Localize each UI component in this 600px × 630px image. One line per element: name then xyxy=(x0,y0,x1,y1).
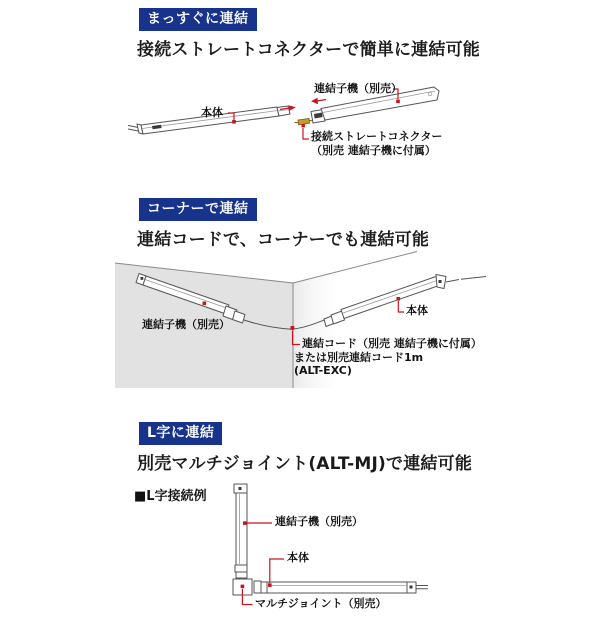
section-badge-l-shape: L字に連結 xyxy=(139,422,222,445)
push-arrow-left xyxy=(311,98,326,105)
label-link-cord-line2: または別売連結コード1m xyxy=(294,351,424,364)
section-heading-straight: 接続ストレートコネクターで簡単に連結可能 xyxy=(137,40,480,60)
l-shape-example-caption: ■L字接続例 xyxy=(134,489,207,504)
straight-connector xyxy=(295,119,314,125)
label-main-unit-3: 本体 xyxy=(287,551,309,564)
section-badge-corner: コーナーで連結 xyxy=(139,198,257,221)
slave-unit-bar xyxy=(234,484,247,578)
label-link-cord-line1: 連結コード（別売 連結子機に付属） xyxy=(302,337,482,350)
label-main-unit-2: 本体 xyxy=(406,304,428,317)
label-link-cord-line3: (ALT-EXC) xyxy=(294,364,352,377)
label-main-unit-1: 本体 xyxy=(201,106,223,119)
label-slave-unit-3: 連結子機（別売） xyxy=(275,515,363,528)
section-heading-l-shape: 別売マルチジョイント(ALT-MJ)で連結可能 xyxy=(137,454,473,474)
main-unit-bar xyxy=(254,581,428,593)
label-straight-connector-line2: （別売 連結子機に付属） xyxy=(311,144,436,157)
section-heading-corner: 連結コードで、コーナーでも連結可能 xyxy=(137,230,430,250)
l-shape-connection-diagram xyxy=(233,484,428,605)
label-multi-joint: マルチジョイント（別売） xyxy=(255,597,387,610)
section-badge-straight: まっすぐに連結 xyxy=(139,8,257,31)
label-straight-connector-line1: 接続ストレートコネクター xyxy=(311,130,443,143)
label-slave-unit-2: 連結子機（別売） xyxy=(142,318,230,331)
label-slave-unit-1: 連結子機（別売） xyxy=(314,82,402,95)
